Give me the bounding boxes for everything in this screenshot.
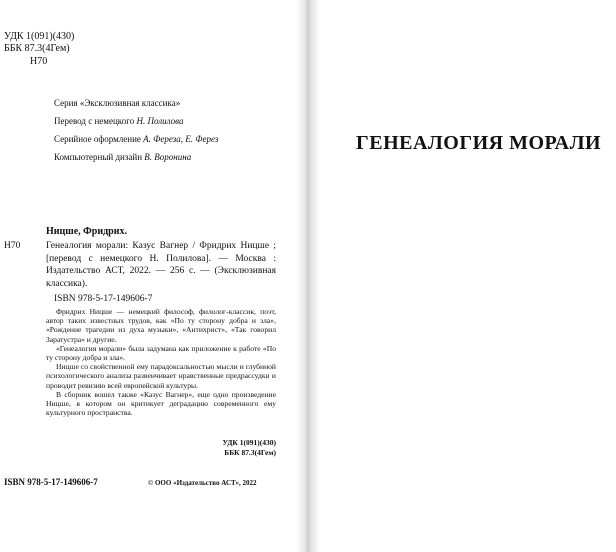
translation-line <box>54 115 184 127</box>
bbk-bottom: ББК 87.3(4Гем) <box>224 448 276 457</box>
layout-prefix: Компьютерный дизайн <box>54 152 145 162</box>
author-heading: Ницше, Фридрих. <box>46 226 127 237</box>
udk-bottom: УДК 1(091)(430) <box>222 438 276 447</box>
udk-code: УДК 1(091)(430) <box>4 31 75 42</box>
bbk-code: ББК 87.3(4Гем) <box>4 43 70 54</box>
author-mark: Н70 <box>30 56 48 67</box>
annotation-paragraph: Ницше со свойственной ему парадоксальностью мысли и глубиной психологического анализа развенчивает нравственные предрассудки и проводит ревизию всей европейской культуры. <box>46 362 276 390</box>
biblio-mark: Н70 <box>4 241 21 251</box>
isbn-record: ISBN 978-5-17-149606-7 <box>54 294 153 304</box>
page-gutter <box>296 0 320 552</box>
book-title: ГЕНЕАЛОГИЯ МОРАЛИ <box>356 132 602 154</box>
design-line <box>54 133 218 145</box>
designer-names: А. Фереза, Е. Ферез <box>143 134 219 144</box>
annotation-paragraph: В сборник вошел также «Казус Вагнер», еще одно произведение Ницше, в котором он критикует деградацию современного ему культурного пространства. <box>46 389 276 418</box>
translator-name: Н. Полилова <box>136 116 184 126</box>
layout-designer-name: В. Воронина <box>144 152 192 162</box>
translation-prefix: Перевод с немецкого <box>54 116 137 126</box>
right-page <box>320 0 616 552</box>
annotation-paragraph: «Генеалогия морали» была задумана как приложение к работе «По ту сторону добра и зла». <box>46 343 276 363</box>
annotation <box>46 307 276 417</box>
bibliographic-record: Генеалогия морали: Казус Вагнер / Фридрих Ницше ; [перевод с немецкого Н. Полилова]. — Москва : Издательство АСТ, 2022. — 256 с. — (Эксклюзивная классика). <box>46 241 276 289</box>
layout-line <box>54 151 191 163</box>
annotation-paragraph: Фридрих Ницше — немецкий философ, филолог-классик, поэт, автор таких известных трудов, как «По ту сторону добра и зла», «Рождение трагедии из духа музыки», «Антихрист», «Так говорил Заратустра» и другие. <box>46 307 276 344</box>
copyright-notice: © ООО «Издательство АСТ», 2022 <box>148 479 257 487</box>
left-page <box>0 0 300 552</box>
series-line: Серия «Эксклюзивная классика» <box>54 98 181 108</box>
isbn-bottom: ISBN 978-5-17-149606-7 <box>4 477 98 487</box>
design-prefix: Серийное оформление <box>54 134 144 144</box>
